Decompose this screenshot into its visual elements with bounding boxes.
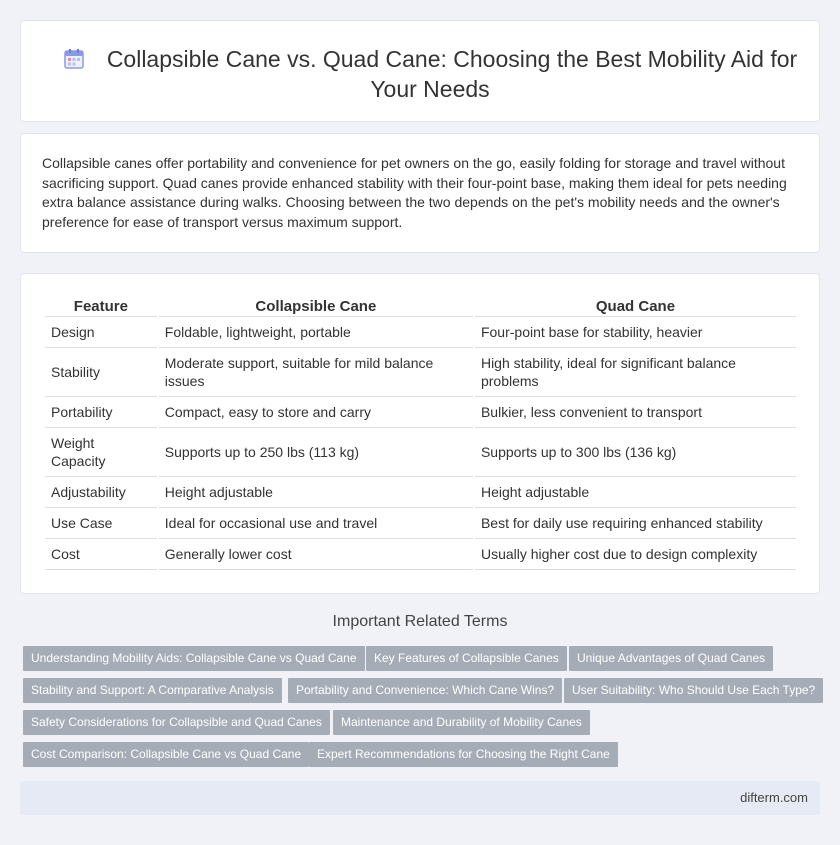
column-header-collapsible: Collapsible Cane: [159, 296, 473, 317]
related-term-tag[interactable]: Safety Considerations for Collapsible and Quad Canes: [23, 710, 330, 735]
quad-cell: Height adjustable: [475, 477, 796, 508]
comparison-card: [20, 273, 820, 594]
table-row: [45, 477, 796, 508]
collapsible-cell: Ideal for occasional use and travel: [159, 508, 473, 539]
related-term-tag[interactable]: Understanding Mobility Aids: Collapsible Cane vs Quad Cane: [23, 646, 365, 671]
feature-cell: Portability: [45, 397, 157, 428]
related-term-tag[interactable]: Expert Recommendations for Choosing the Right Cane: [309, 742, 618, 767]
collapsible-cell: Height adjustable: [159, 477, 473, 508]
table-row: [45, 508, 796, 539]
related-term-tag[interactable]: Maintenance and Durability of Mobility Canes: [333, 710, 590, 735]
feature-cell: Use Case: [45, 508, 157, 539]
footer-site-link[interactable]: difterm.com: [740, 790, 808, 805]
related-term-tag[interactable]: User Suitability: Who Should Use Each Type?: [564, 678, 823, 703]
comparison-table: [43, 296, 798, 570]
page-title: Collapsible Cane vs. Quad Cane: Choosing the Best Mobility Aid for Your Needs: [106, 46, 798, 102]
feature-cell: Cost: [45, 539, 157, 570]
collapsible-cell: Supports up to 250 lbs (113 kg): [159, 428, 473, 477]
table-row: [45, 397, 796, 428]
collapsible-cell: Generally lower cost: [159, 539, 473, 570]
quad-cell: Bulkier, less convenient to transport: [475, 397, 796, 428]
collapsible-cell: Foldable, lightweight, portable: [159, 317, 473, 348]
table-row: [45, 428, 796, 477]
intro-paragraph: Collapsible canes offer portability and convenience for pet owners on the go, easily folding for storage and travel without sacrificing support. Quad canes provide enhanced stability with their four-point base, making them ideal for pets needing extra balance assistance during walks. Choosing between the two depends on the pet's mobility needs and the owner's preference for ease of transport versus maximum support.: [42, 155, 787, 230]
column-header-feature: Feature: [45, 296, 157, 317]
related-term-tag[interactable]: Key Features of Collapsible Canes: [366, 646, 567, 671]
related-term-tag[interactable]: Unique Advantages of Quad Canes: [569, 646, 773, 671]
footer-bar: [20, 781, 820, 815]
quad-cell: Usually higher cost due to design complexity: [475, 539, 796, 570]
related-terms-heading: Important Related Terms: [332, 613, 508, 630]
related-term-tag[interactable]: Stability and Support: A Comparative Analysis: [23, 678, 282, 703]
related-term-tag[interactable]: Cost Comparison: Collapsible Cane vs Quad Cane: [23, 742, 309, 767]
quad-cell: High stability, ideal for significant balance problems: [475, 348, 796, 397]
collapsible-cell: Compact, easy to store and carry: [159, 397, 473, 428]
title-card: [20, 20, 820, 122]
intro-card: [20, 133, 820, 253]
table-row: [45, 348, 796, 397]
quad-cell: Best for daily use requiring enhanced stability: [475, 508, 796, 539]
feature-cell: Adjustability: [45, 477, 157, 508]
related-term-tag[interactable]: Portability and Convenience: Which Cane Wins?: [288, 678, 562, 703]
quad-cell: Four-point base for stability, heavier: [475, 317, 796, 348]
collapsible-cell: Moderate support, suitable for mild balance issues: [159, 348, 473, 397]
table-header-row: [45, 296, 796, 317]
quad-cell: Supports up to 300 lbs (136 kg): [475, 428, 796, 477]
page-title-wrap: [61, 44, 799, 104]
calendar-icon: [63, 47, 85, 69]
feature-cell: Stability: [45, 348, 157, 397]
feature-cell: Weight Capacity: [45, 428, 157, 477]
feature-cell: Design: [45, 317, 157, 348]
table-row: [45, 539, 796, 570]
table-row: [45, 317, 796, 348]
column-header-quad: Quad Cane: [475, 296, 796, 317]
